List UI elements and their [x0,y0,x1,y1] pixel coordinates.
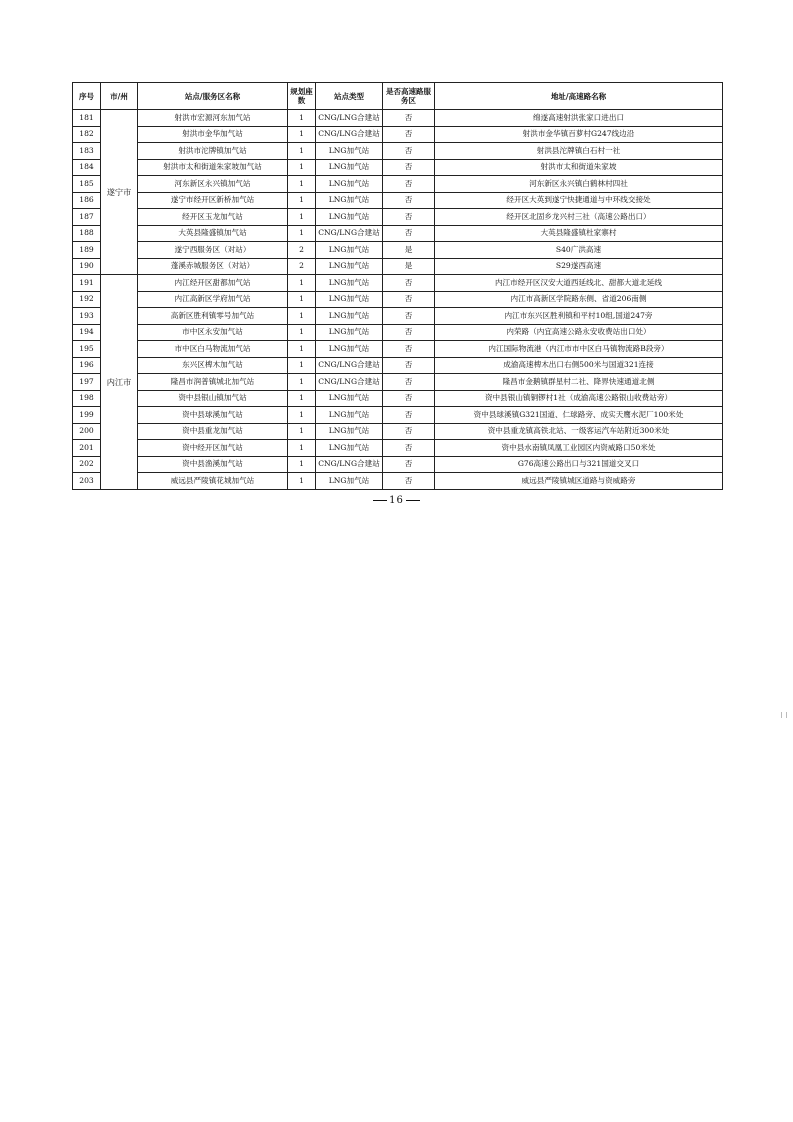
cell-type: CNG/LNG合建站 [316,225,383,242]
cell-type: LNG加气站 [316,159,383,176]
cell-type: LNG加气站 [316,423,383,440]
header-city: 市/州 [101,83,138,110]
cell-address: G76高速公路出口与321国道交叉口 [435,456,723,473]
cell-name: 射洪市沱牌镇加气站 [138,143,288,160]
header-expressway: 是否高速路服务区 [383,83,435,110]
cell-expressway: 是 [383,258,435,275]
cell-type: CNG/LNG合建站 [316,374,383,391]
cell-type: LNG加气站 [316,258,383,275]
cell-expressway: 否 [383,357,435,374]
cell-address: 大英县隆盛镇杜家寨村 [435,225,723,242]
cell-address: 成渝高速椑木出口右侧500米与国道321连接 [435,357,723,374]
cell-index: 201 [73,440,101,457]
cell-name: 资中县重龙加气站 [138,423,288,440]
cell-seats: 1 [288,407,316,424]
cell-name: 内江经开区甜都加气站 [138,275,288,292]
cell-expressway: 否 [383,423,435,440]
cell-expressway: 否 [383,308,435,325]
cell-index: 196 [73,357,101,374]
cell-address: 射洪市太和街道朱家坡 [435,159,723,176]
cell-name: 高新区胜利镇零号加气站 [138,308,288,325]
cell-expressway: 否 [383,176,435,193]
cell-index: 195 [73,341,101,358]
cell-seats: 1 [288,440,316,457]
cell-name: 遂宁市经开区新桥加气站 [138,192,288,209]
cell-type: LNG加气站 [316,440,383,457]
cell-address: 资中县银山镇铜锣村1社（成渝高速公路银山收费站旁） [435,390,723,407]
cell-address: 绵遂高速射洪张家口进出口 [435,110,723,127]
cell-expressway: 否 [383,225,435,242]
cell-index: 203 [73,473,101,490]
cell-seats: 1 [288,291,316,308]
cell-seats: 2 [288,258,316,275]
table-row [73,308,723,325]
cell-index: 192 [73,291,101,308]
cell-name: 资中县渔溪加气站 [138,456,288,473]
cell-address: 经开区大英到遂宁快捷通道与中环线交接处 [435,192,723,209]
cell-name: 市中区永安加气站 [138,324,288,341]
cell-address: 内江市经开区汉安大道西延线北、甜都大道北延线 [435,275,723,292]
cell-address: 内江国际物流港（内江市市中区白马镇物流路B段旁） [435,341,723,358]
cell-expressway: 否 [383,374,435,391]
table-row [73,258,723,275]
cell-index: 184 [73,159,101,176]
table-row [73,423,723,440]
cell-type: CNG/LNG合建站 [316,357,383,374]
table-row [73,192,723,209]
page-number [0,495,793,506]
header-index: 序号 [73,83,101,110]
cell-expressway: 否 [383,291,435,308]
cell-index: 194 [73,324,101,341]
cell-seats: 1 [288,308,316,325]
cell-index: 186 [73,192,101,209]
cell-index: 183 [73,143,101,160]
cell-type: LNG加气站 [316,341,383,358]
cell-type: CNG/LNG合建站 [316,126,383,143]
cell-index: 182 [73,126,101,143]
cell-type: LNG加气站 [316,407,383,424]
cell-type: LNG加气站 [316,473,383,490]
table-row [73,159,723,176]
cell-index: 181 [73,110,101,127]
cell-seats: 1 [288,176,316,193]
cell-expressway: 否 [383,126,435,143]
table-row [73,407,723,424]
table-row [73,357,723,374]
cell-address: 射洪县沱牌镇白石村一社 [435,143,723,160]
cell-seats: 1 [288,143,316,160]
cell-address: 河东新区永兴镇白鹤林村四社 [435,176,723,193]
cell-address: 经开区北固乡龙兴村三社（高速公路出口） [435,209,723,226]
cell-type: CNG/LNG合建站 [316,110,383,127]
cell-index: 191 [73,275,101,292]
cell-index: 202 [73,456,101,473]
cell-expressway: 否 [383,407,435,424]
cell-expressway: 否 [383,143,435,160]
cell-expressway: 否 [383,390,435,407]
cell-seats: 1 [288,110,316,127]
cell-index: 199 [73,407,101,424]
cell-address: S29遂西高速 [435,258,723,275]
table-row [73,440,723,457]
cell-seats: 1 [288,423,316,440]
cell-name: 蓬溪赤城服务区（对站） [138,258,288,275]
cell-expressway: 否 [383,456,435,473]
cell-address: 资中县水南镇凤凰工业园区内资威路口50米处 [435,440,723,457]
table-row [73,126,723,143]
cell-expressway: 否 [383,440,435,457]
cell-seats: 1 [288,390,316,407]
cell-seats: 1 [288,357,316,374]
cell-address: S40广洪高速 [435,242,723,259]
cell-name: 市中区白马物流加气站 [138,341,288,358]
table-row [73,291,723,308]
cell-expressway: 否 [383,324,435,341]
cell-address: 资中县重龙镇高铁北站、一级客运汽车站附近300米处 [435,423,723,440]
cell-seats: 1 [288,225,316,242]
table-row [73,225,723,242]
table-row [73,324,723,341]
cell-index: 198 [73,390,101,407]
cell-name: 射洪市太和街道朱家坡加气站 [138,159,288,176]
station-table [72,82,723,490]
table-row [73,143,723,160]
header-address: 地址/高速路名称 [435,83,723,110]
cell-name: 内江高新区学府加气站 [138,291,288,308]
table-row [73,209,723,226]
table-row [73,110,723,127]
cell-address: 隆昌市金鹅镇群星村二社、降界快速通道北侧 [435,374,723,391]
cell-index: 187 [73,209,101,226]
table-row [73,390,723,407]
cell-expressway: 否 [383,341,435,358]
cell-address: 内荣路（内宜高速公路永安收费站出口处） [435,324,723,341]
cell-seats: 1 [288,209,316,226]
cell-expressway: 否 [383,275,435,292]
table-row [73,341,723,358]
table-body [73,110,723,490]
cell-index: 200 [73,423,101,440]
cell-index: 189 [73,242,101,259]
dash-left [373,500,387,501]
cell-name: 资中县球溪加气站 [138,407,288,424]
cell-seats: 1 [288,324,316,341]
cell-type: LNG加气站 [316,143,383,160]
dash-right [406,500,420,501]
table-row [73,176,723,193]
cell-seats: 1 [288,192,316,209]
cell-address: 资中县球溪镇G321国道、仁球路旁、成实天鹰水泥厂100米处 [435,407,723,424]
cell-name: 资中经开区加气站 [138,440,288,457]
table-row [73,242,723,259]
cell-type: LNG加气站 [316,242,383,259]
cell-index: 188 [73,225,101,242]
cell-expressway: 否 [383,110,435,127]
cell-seats: 1 [288,341,316,358]
cell-name: 隆昌市润普镇城北加气站 [138,374,288,391]
cell-city: 遂宁市 [101,110,138,275]
cell-expressway: 是 [383,242,435,259]
cell-type: LNG加气站 [316,209,383,226]
cell-name: 大英县隆盛镇加气站 [138,225,288,242]
cell-address: 威远县严陵镇城区道路与资威路旁 [435,473,723,490]
cell-name: 威远县严陵镇花城加气站 [138,473,288,490]
header-row [73,83,723,110]
cell-type: LNG加气站 [316,390,383,407]
cell-seats: 1 [288,473,316,490]
cell-index: 185 [73,176,101,193]
cell-name: 东兴区椑木加气站 [138,357,288,374]
cell-expressway: 否 [383,192,435,209]
cell-expressway: 否 [383,209,435,226]
cell-name: 经开区玉龙加气站 [138,209,288,226]
cell-name: 河东新区永兴镇加气站 [138,176,288,193]
cell-name: 射洪市宏源河东加气站 [138,110,288,127]
cell-name: 射洪市金华加气站 [138,126,288,143]
cell-type: CNG/LNG合建站 [316,456,383,473]
cell-address: 射洪市金华镇百萝村G247线边沿 [435,126,723,143]
cell-type: LNG加气站 [316,192,383,209]
table-row [73,275,723,292]
cell-type: LNG加气站 [316,176,383,193]
cell-seats: 1 [288,275,316,292]
cell-address: 内江市高新区学院路东侧、省道206南侧 [435,291,723,308]
cell-name: 遂宁西服务区（对站） [138,242,288,259]
cell-seats: 1 [288,374,316,391]
page-number-value: 16 [389,495,404,506]
cell-expressway: 否 [383,473,435,490]
margin-mark [781,712,787,718]
cell-city: 内江市 [101,275,138,490]
header-seats: 规划座数 [288,83,316,110]
cell-seats: 1 [288,159,316,176]
cell-address: 内江市东兴区胜利镇和平村10组,国道247旁 [435,308,723,325]
table-row [73,374,723,391]
header-type: 站点类型 [316,83,383,110]
cell-expressway: 否 [383,159,435,176]
cell-index: 197 [73,374,101,391]
header-name: 站点/服务区名称 [138,83,288,110]
cell-seats: 1 [288,126,316,143]
table-row [73,456,723,473]
cell-index: 193 [73,308,101,325]
cell-seats: 2 [288,242,316,259]
cell-type: LNG加气站 [316,324,383,341]
cell-index: 190 [73,258,101,275]
cell-type: LNG加气站 [316,308,383,325]
cell-name: 资中县银山镇加气站 [138,390,288,407]
table-row [73,473,723,490]
cell-type: LNG加气站 [316,275,383,292]
cell-type: LNG加气站 [316,291,383,308]
cell-seats: 1 [288,456,316,473]
